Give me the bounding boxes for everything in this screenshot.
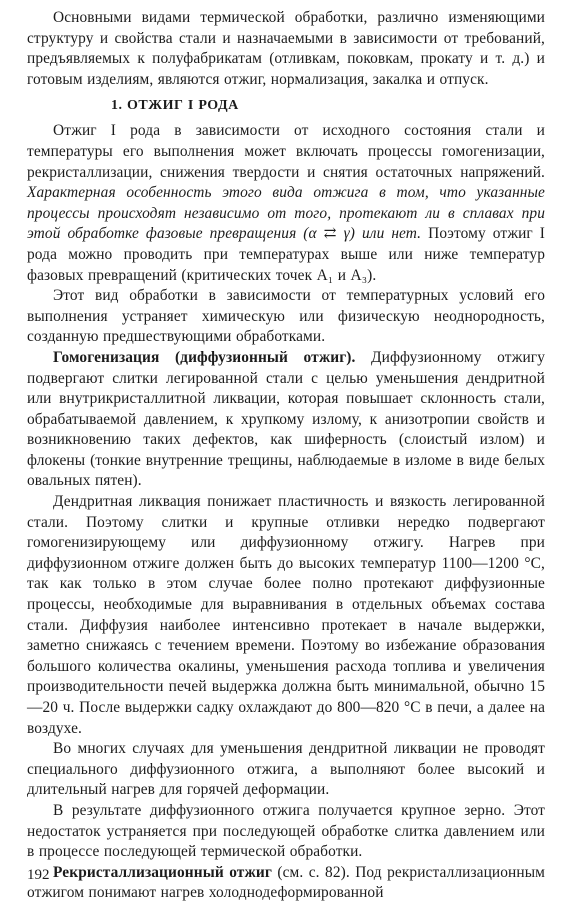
italic-emphasis: Характерная особенность этого вида отжига в том, что указанные процессы происходят независимо от того, протекают ли в сплавах при этой обработке фазовые превращения (α ⇄ γ) или нет. <box>27 184 545 243</box>
page-number: 192 <box>27 867 50 883</box>
section-heading: 1. ОТЖИГ I РОДА <box>111 98 239 114</box>
body-text <box>27 8 545 904</box>
paragraph-text: Отжиг I рода в зависимости от исходного состояния стали и температуры его выполнения может включать процессы гомогенизации, рекристаллизации, снижения твердости и снятия остаточных напряжений. <box>27 122 545 181</box>
paragraph-homogenization <box>27 348 545 492</box>
paragraph-text: Поэтому отжиг I рода можно проводить при температурах выше или ниже температур фазовых превращений (критических точек A₁ и A₃). <box>27 225 546 284</box>
paragraph-annealing-first-kind <box>27 121 545 286</box>
bold-term: Рекристаллизационный отжиг <box>53 863 272 881</box>
paragraph-text: Диффузионному отжигу подвергают слитки легированной стали с целью уменьшения дендритной или внутрикристаллитной ликвации, которая повышает склонность стали, обрабатываемой давлением, к хрупкому излому, к анизотропии свойств и возникновению таких дефектов, как шиферность (слоистый излом) и флокены (тонкие внутренние трещины, наблюдаемые в изломе в виде белых овальных пятен). <box>27 348 545 490</box>
paragraph-dendritic-segregation: Дендритная ликвация понижает пластичность и вязкость легированной стали. Поэтому слитки и крупные отливки нередко подвергают гомогенизирующему или диффузионному отжигу. Нагрев при диффузионном отжиге должен быть до высоких температур 1100—1200 °С, так как только в этом случае более полно протекают диффузионные процессы, необходимые для выравнивания в отдельных объемах состава стали. Диффузия наиболее интенсивно протекает в начале выдержки, заметно снижаясь с течением времени. Поэтому во избежание образования большого количества окалины, уменьшения расхода топлива и увеличения производительности печей выдержка должна быть минимальной, обычно 15—20 ч. После выдержки садку охлаждают до 800—820 °С в печи, а далее на воздухе. <box>27 493 545 737</box>
paragraph-recrystallization <box>27 863 545 904</box>
paragraph-coarse-grain: В результате диффузионного отжига получается крупное зерно. Этот недостаток устраняется при последующей обработке слитка давлением или в процессе последующей термической обработки. <box>27 801 545 861</box>
paragraph-intro: Основными видами термической обработки, различно изменяющими структуру и свойства стали и назначаемыми в зависимости от требований, предъявляемых к полуфабрикатам (отливкам, поковкам, прокату и т. д.) и готовым изделиям, являются отжиг, нормализация, закалка и отпуск. <box>27 9 545 88</box>
paragraph-text: (см. с. 82). Под рекристаллизационным отжигом понимают нагрев холоднодеформированной <box>27 863 545 902</box>
bold-term: Гомогенизация (диффузионный отжиг). <box>53 348 356 366</box>
paragraph-hot-deformation: Во многих случаях для уменьшения дендритной ликвации не проводят специального диффузионного отжига, а выполняют более высокий и длительный нагрев для горячей деформации. <box>27 740 545 799</box>
paragraph-inhomogeneity: Этот вид обработки в зависимости от температурных условий его выполнения устраняет химическую или физическую неоднородность, созданную предшествующими обработками. <box>27 287 545 346</box>
